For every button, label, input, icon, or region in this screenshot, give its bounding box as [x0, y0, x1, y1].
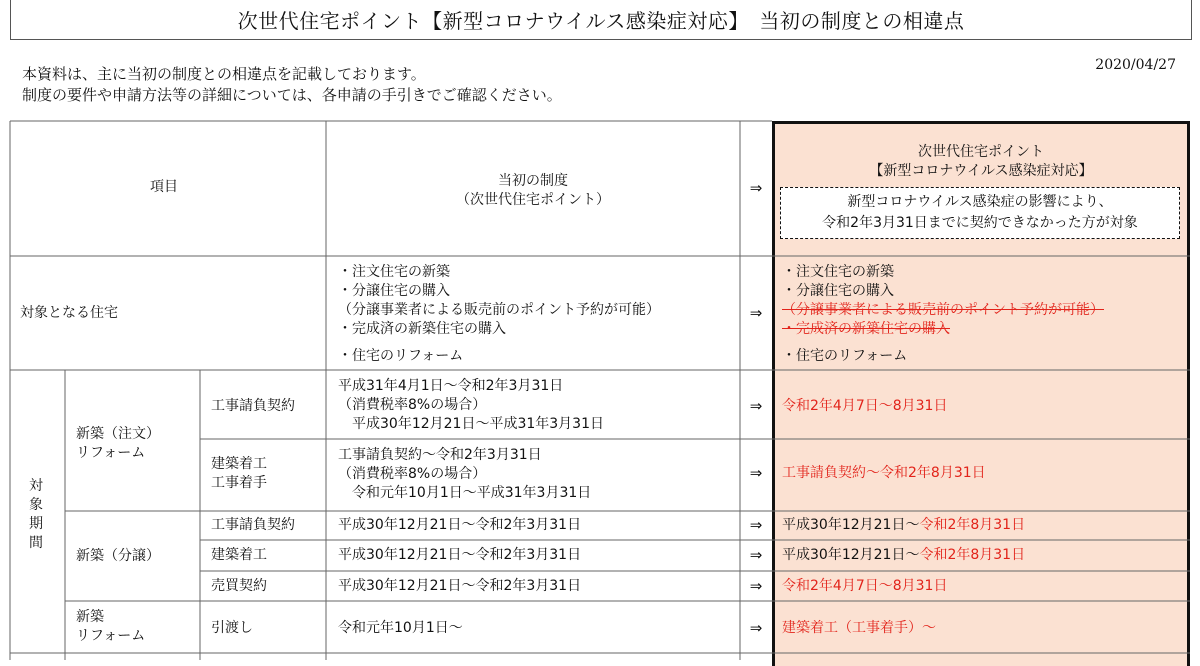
row6-arrow: ⇒ [749, 619, 763, 637]
group-new-reform-line2: リフォーム [76, 628, 146, 644]
row1-orig-1: 平成31年4月1日～令和2年3月31日 [338, 378, 564, 394]
row3-new-start: 平成30年12月21日～ [782, 517, 920, 533]
row2-label-1: 建築着工 [211, 456, 267, 472]
housing-new-5: ・住宅のリフォーム [782, 348, 908, 364]
row3-new-end: 令和2年8月31日 [919, 517, 1026, 533]
row1-arrow: ⇒ [749, 397, 763, 415]
header-item: 項目 [150, 179, 178, 195]
row6-label: 引渡し [211, 620, 253, 636]
row4-arrow: ⇒ [749, 546, 763, 564]
row1-original [338, 377, 604, 434]
row2-arrow: ⇒ [749, 464, 763, 482]
row1-orig-2: （消費税率8%の場合） [338, 397, 487, 413]
row4-label: 建築着工 [211, 547, 267, 563]
housing-original [338, 263, 660, 366]
housing-orig-3: （分譲事業者による販売前のポイント予約が可能） [338, 302, 660, 318]
housing-new-2: ・分譲住宅の購入 [782, 283, 894, 299]
header-arrow: ⇒ [749, 179, 763, 197]
row5-original: 平成30年12月21日～令和2年3月31日 [338, 578, 582, 594]
document-date: 2020/04/27 [1095, 57, 1176, 73]
row2-orig-3: 令和元年10月1日～平成31年3月31日 [352, 485, 592, 501]
housing-arrow: ⇒ [749, 304, 763, 322]
row3-new [782, 516, 1025, 535]
row2-label [211, 455, 267, 493]
housing-label: 対象となる住宅 [20, 305, 118, 321]
row6-original: 令和元年10月1日～ [338, 620, 463, 636]
housing-orig-4: ・完成済の新築住宅の購入 [338, 321, 506, 337]
row2-label-2: 工事着手 [211, 475, 267, 491]
row3-label: 工事請負契約 [211, 517, 295, 533]
housing-new-1: ・注文住宅の新築 [782, 264, 894, 280]
row2-original [338, 446, 591, 503]
housing-orig-5: ・住宅のリフォーム [338, 348, 464, 364]
row3-arrow: ⇒ [749, 516, 763, 534]
group-new-custom-line1: 新築（注文） [76, 426, 160, 442]
header-original-line1: 当初の制度 [498, 173, 568, 189]
row4-new-end: 令和2年8月31日 [919, 547, 1026, 563]
intro-line-2: 制度の要件や申請方法等の詳細については、各申請の手引きでご確認ください。 [22, 86, 562, 104]
period-label [26, 477, 46, 553]
housing-new-3-struck: （分譲事業者による販売前のポイント予約が可能） [782, 302, 1104, 318]
row5-arrow: ⇒ [749, 577, 763, 595]
housing-orig-2: ・分譲住宅の購入 [338, 283, 450, 299]
intro-text [22, 64, 562, 106]
row6-new: 建築着工（工事着手）～ [782, 620, 936, 636]
period-label-text: 対象期間 [29, 478, 43, 551]
group-new-custom [76, 425, 160, 463]
page-title: 次世代住宅ポイント【新型コロナウイルス感染症対応】 当初の制度との相違点 [10, 0, 1192, 40]
row5-new: 令和2年4月7日～8月31日 [782, 578, 948, 594]
header-new [772, 143, 1190, 181]
row3-original: 平成30年12月21日～令和2年3月31日 [338, 517, 582, 533]
target-note-line2: 令和2年3月31日までに契約できなかった方が対象 [822, 215, 1138, 231]
housing-new-4-struck: ・完成済の新築住宅の購入 [782, 321, 950, 337]
row2-orig-2: （消費税率8%の場合） [338, 466, 487, 482]
header-new-line2: 【新型コロナウイルス感染症対応】 [869, 163, 1093, 179]
row1-new: 令和2年4月7日～8月31日 [782, 398, 948, 414]
group-new-reform [76, 608, 145, 646]
header-original [326, 172, 740, 210]
target-note-box [780, 187, 1180, 239]
row5-label: 売買契約 [211, 578, 267, 594]
group-new-custom-line2: リフォーム [76, 445, 146, 461]
row1-orig-3: 平成30年12月21日～平成31年3月31日 [352, 416, 604, 432]
group-new-reform-line1: 新築 [76, 609, 104, 625]
housing-orig-1: ・注文住宅の新築 [338, 264, 450, 280]
housing-new [782, 263, 1104, 366]
row4-new [782, 546, 1025, 565]
intro-line-1: 本資料は、主に当初の制度との相違点を記載しております。 [22, 65, 426, 83]
header-original-line2: （次世代住宅ポイント） [456, 192, 610, 208]
header-new-line1: 次世代住宅ポイント [918, 144, 1044, 160]
row4-new-start: 平成30年12月21日～ [782, 547, 920, 563]
row1-label: 工事請負契約 [211, 398, 295, 414]
row2-new: 工事請負契約～令和2年8月31日 [782, 465, 986, 481]
row4-original: 平成30年12月21日～令和2年3月31日 [338, 547, 582, 563]
target-note-line1: 新型コロナウイルス感染症の影響により、 [847, 194, 1113, 210]
row2-orig-1: 工事請負契約～令和2年3月31日 [338, 447, 542, 463]
group-new-sale: 新築（分譲） [76, 548, 160, 564]
